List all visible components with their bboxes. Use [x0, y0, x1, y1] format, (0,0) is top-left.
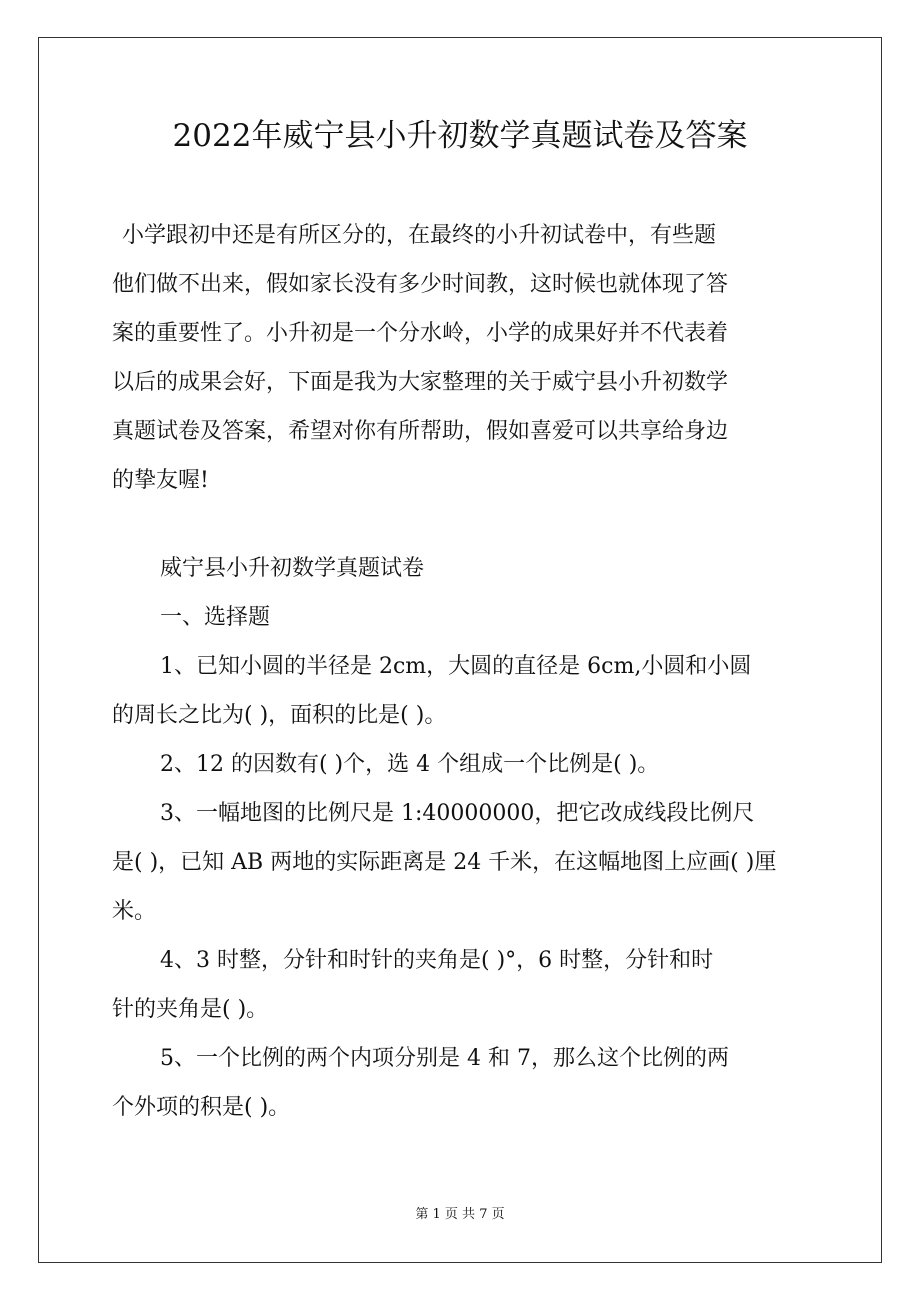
page-footer: 第 1 页 共 7 页 [415, 1207, 505, 1222]
part-heading: 一、选择题 [160, 605, 271, 630]
section-title: 威宁县小升初数学真题试卷 [160, 556, 425, 581]
intro-line: 以后的成果会好，下面是我为大家整理的关于威宁县小升初数学 [112, 370, 729, 395]
document-title: 2022年威宁县小升初数学真题试卷及答案 [172, 118, 748, 154]
question-3-line-1: 3、一幅地图的比例尺是 1:40000000，把它改成线段比例尺 [160, 801, 755, 826]
intro-paragraph [112, 211, 812, 505]
question-3-line-2: 是( )，已知 AB 两地的实际距离是 24 千米，在这幅地图上应画( )厘 [112, 850, 777, 875]
intro-line: 小学跟初中还是有所区分的，在最终的小升初试卷中，有些题 [122, 223, 717, 248]
question-5-line-2: 个外项的积是( )。 [112, 1095, 291, 1120]
question-4-line-2: 针的夹角是( )。 [112, 997, 269, 1022]
question-3-line-3: 米。 [112, 899, 157, 924]
intro-line: 案的重要性了。小升初是一个分水岭，小学的成果好并不代表着 [112, 321, 729, 346]
intro-line: 的挚友喔! [112, 468, 209, 493]
question-4-line-1: 4、3 时整，分针和时针的夹角是( )°，6 时整，分针和时 [160, 948, 714, 973]
exam-section [112, 544, 812, 1132]
intro-line: 真题试卷及答案，希望对你有所帮助，假如喜爱可以共享给身边 [112, 419, 729, 444]
question-2-line-1: 2、12 的因数有( )个，选 4 个组成一个比例是( )。 [160, 752, 660, 777]
question-1-line-1: 1、已知小圆的半径是 2cm，大圆的直径是 6cm,小圆和小圆 [160, 654, 752, 679]
question-5-line-1: 5、一个比例的两个内项分别是 4 和 7，那么这个比例的两 [160, 1046, 729, 1071]
intro-line: 他们做不出来，假如家长没有多少时间教，这时候也就体现了答 [112, 272, 729, 297]
question-1-line-2: 的周长之比为( )，面积的比是( )。 [112, 703, 447, 728]
